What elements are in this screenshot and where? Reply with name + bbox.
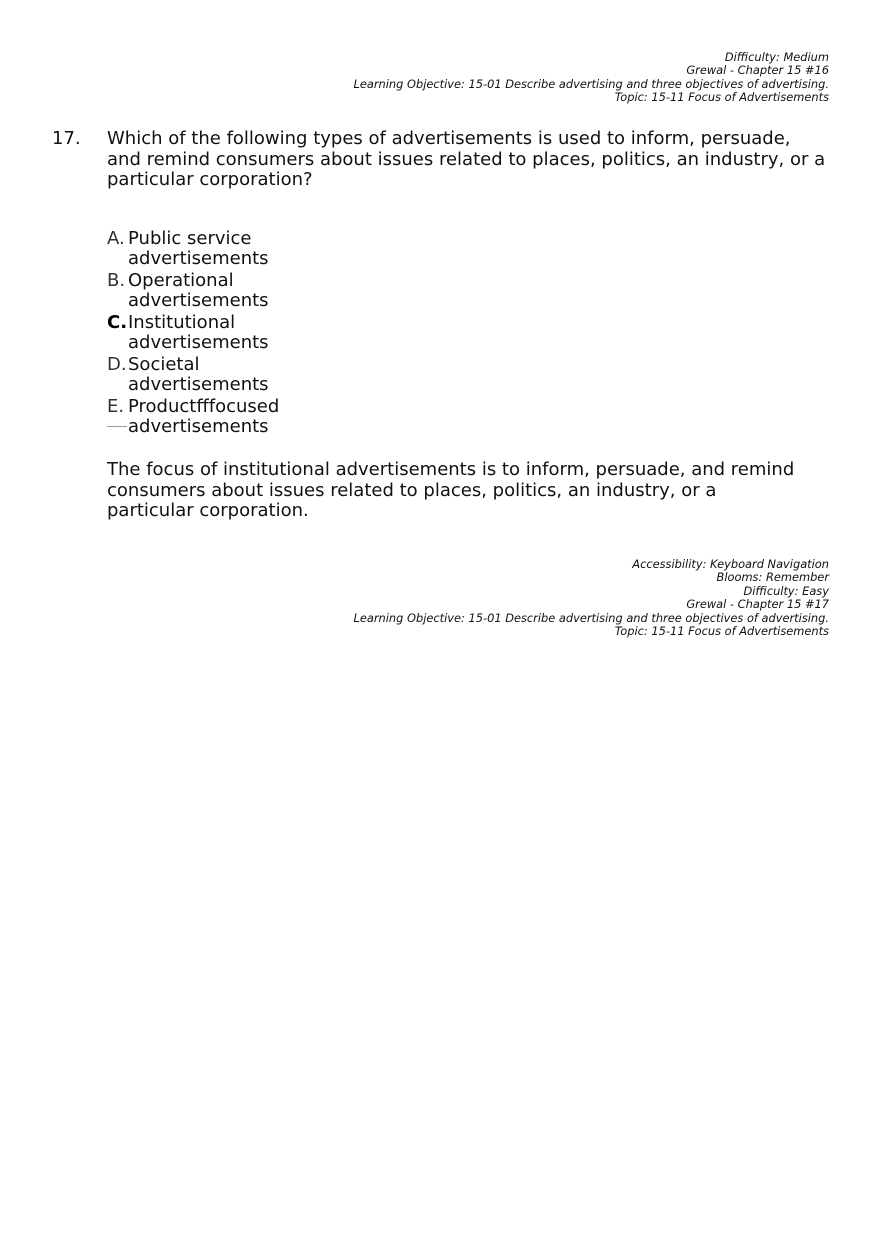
answer-option-c-correct [107, 313, 407, 353]
topic-tag: Topic: 15-11 Focus of Advertisements [614, 90, 829, 105]
chapter-reference-tag: Grewal - Chapter 15 #16 [686, 63, 829, 78]
option-text: Productfffocused advertisements [128, 396, 280, 437]
option-letter-correct: C. [107, 312, 128, 333]
option-letter: B. [107, 270, 126, 291]
answer-option-e [107, 397, 407, 437]
question-text: Which of the following types of advertisements is used to inform, persuade, and remind consumers about issues related to places, politics, an industry, or a particular corporation? [107, 128, 826, 190]
answer-option-a [107, 229, 407, 269]
accessibility-tag: Accessibility: Keyboard Navigation [632, 557, 829, 571]
difficulty-tag: Difficulty: Easy [743, 583, 829, 598]
option-text: Operational advertisements [128, 270, 269, 311]
answer-explanation: The focus of institutional advertisements is to inform, persuade, and remind consumers about issues related to places, politics, an industry, or a particular corporation. [107, 459, 795, 521]
option-underline-rule [107, 426, 127, 427]
chapter-reference-tag: Grewal - Chapter 15 #17 [686, 597, 829, 612]
blooms-tag: Blooms: Remember [716, 570, 829, 585]
previous-question-metadata [354, 51, 829, 105]
option-letter: D. [107, 354, 127, 375]
option-text: Public service advertisements [128, 228, 269, 269]
learning-objective-tag: Learning Objective: 15-01 Describe advertising and three objectives of advertising. [353, 610, 829, 625]
topic-tag: Topic: 15-11 Focus of Advertisements [614, 624, 829, 639]
option-letter: A. [107, 228, 125, 249]
answer-options-list [107, 229, 407, 439]
learning-objective-tag: Learning Objective: 15-01 Describe advertising and three objectives of advertising. [353, 76, 829, 91]
option-text: Societal advertisements [128, 354, 269, 395]
answer-option-d [107, 355, 407, 395]
option-letter: E. [107, 396, 125, 417]
question-number: 17. [52, 128, 81, 149]
answer-option-b [107, 271, 407, 311]
question-metadata [354, 558, 829, 638]
difficulty-tag: Difficulty: Medium [724, 50, 829, 64]
option-text: Institutional advertisements [128, 312, 269, 353]
